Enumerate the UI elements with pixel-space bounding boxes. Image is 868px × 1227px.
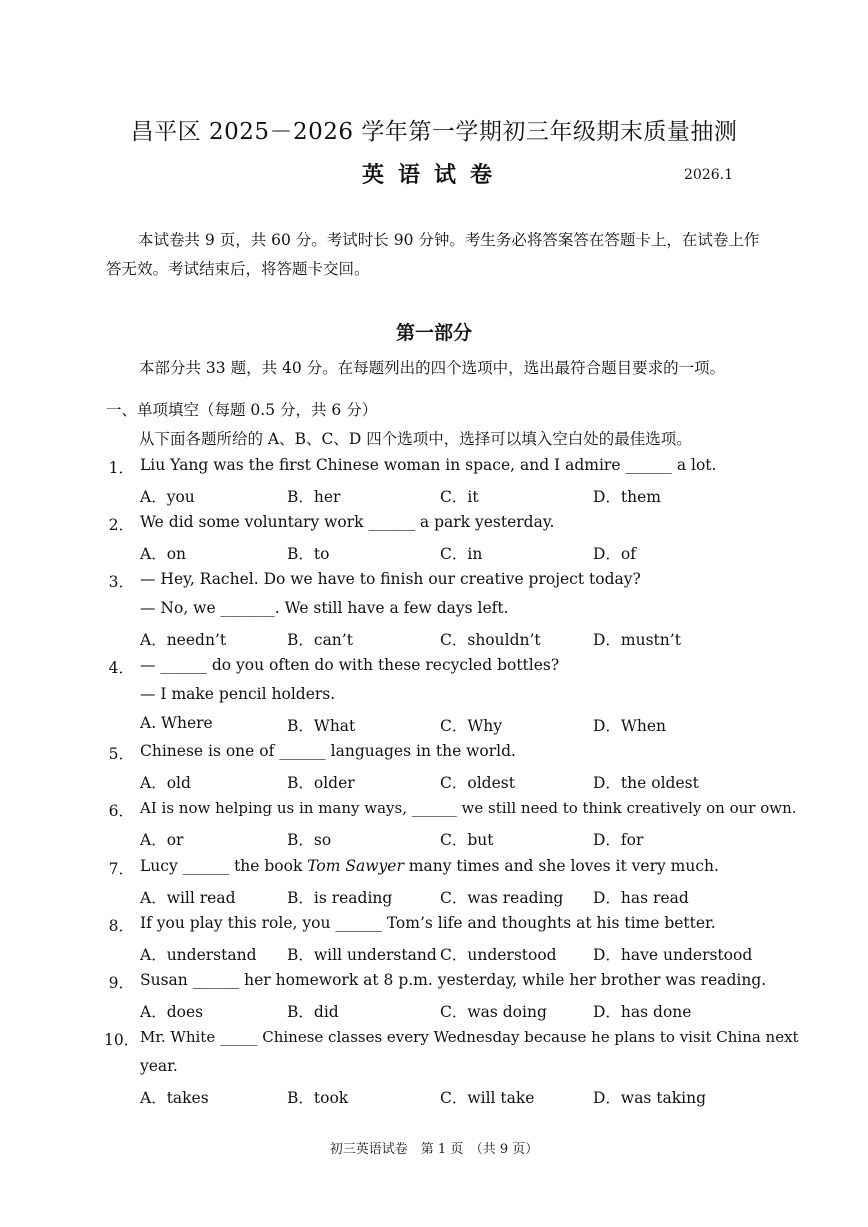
question-text: — I make pencil holders. [140,685,336,703]
exam-title: 昌平区 2025－2026 学年第一学期初三年级期末质量抽测 [130,119,738,145]
option-d: D．When [593,717,666,735]
question-text: Liu Yang was the first Chinese woman in space, and I admire ______ a lot. [140,456,717,474]
question-number: 5． [108,745,134,763]
option-d: D．has done [593,1003,692,1021]
book-title: Tom Sawyer [307,857,404,875]
question-number: 10． [104,1031,140,1049]
option-b: B．to [287,545,330,563]
question-text: Chinese is one of ______ languages in the world. [140,742,516,760]
option-a: A．does [140,1003,204,1021]
option-b: B．is reading [287,889,393,907]
option-b: B．her [287,488,341,506]
question-number: 7． [108,860,134,878]
option-c: C．it [440,488,479,506]
section-instruction: 从下面各题所给的 A、B、C、D 四个选项中，选择可以填入空白处的最佳选项。 [139,430,692,448]
option-d: D．of [593,545,636,563]
question-number: 3． [108,573,134,591]
question-number: 4． [108,659,134,677]
exam-date: 2026.1 [684,167,733,183]
option-a: A．will read [140,889,236,907]
question-number: 2． [108,516,134,534]
option-b: B．older [287,774,355,792]
part-description: 本部分共 33 题，共 40 分。在每题列出的四个选项中，选出最符合题目要求的一项。 [139,359,726,377]
exam-subtitle: 英语试卷 [361,162,506,188]
option-c: C．shouldn’t [440,631,541,649]
option-a: A．needn’t [140,631,227,649]
question-text [140,857,719,875]
question-text: AI is now helping us in many ways, ______ we still need to think creatively on our own. [140,799,797,817]
part-heading: 第一部分 [395,322,472,344]
option-a: A．takes [140,1089,209,1107]
exam-instructions: 本试卷共 9 页，共 60 分。考试时长 90 分钟。考生务必将答案答在答题卡上，在试卷上作答无效。考试结束后，将答题卡交回。 [106,231,760,278]
option-a: A. Where [140,714,213,732]
option-c: C．Why [440,717,503,735]
question-text-start: Lucy ______ the book [140,857,308,875]
option-b: B．What [287,717,356,735]
question-text: Susan ______ her homework at 8 p.m. yesterday, while her brother was reading. [140,971,767,989]
option-b: B．so [287,831,332,849]
option-d: D．mustn’t [593,631,681,649]
option-c: C．understood [440,946,557,964]
option-d: D．was taking [593,1089,707,1107]
option-b: B．took [287,1089,349,1107]
option-d: D．the oldest [593,774,699,792]
option-d: D．for [593,831,644,849]
question-text: We did some voluntary work ______ a park yesterday. [140,513,555,531]
question-number: 9． [108,974,134,992]
option-a: A．on [140,545,187,563]
option-c: C．oldest [440,774,515,792]
option-c: C．was reading [440,889,564,907]
option-a: A．you [140,488,195,506]
option-d: D．has read [593,889,689,907]
question-text: If you play this role, you ______ Tom’s life and thoughts at his time better. [140,914,716,932]
question-number: 6． [108,802,134,820]
question-text: Mr. White _____ Chinese classes every Wednesday because he plans to visit China next [140,1028,799,1046]
question-number: 1． [108,459,134,477]
question-number: 8． [108,917,134,935]
question-text: — No, we _______. We still have a few days left. [140,599,509,617]
option-c: C．but [440,831,494,849]
option-b: B．will understand [287,946,437,964]
option-a: A．understand [140,946,257,964]
option-b: B．did [287,1003,339,1021]
option-d: D．them [593,488,662,506]
option-d: D．have understood [593,946,753,964]
page-footer: 初三英语试卷 第 1 页 （共 9 页） [329,1142,539,1157]
question-text: — ______ do you often do with these recycled bottles? [140,656,560,674]
question-text-end: many times and she loves it very much. [403,857,719,875]
question-text: — Hey, Rachel. Do we have to finish our creative project today? [140,570,641,588]
question-text: year. [140,1057,178,1075]
option-a: A．old [140,774,191,792]
section-heading: 一、单项填空（每题 0.5 分，共 6 分） [106,401,378,419]
option-c: C．was doing [440,1003,547,1021]
option-c: C．in [440,545,483,563]
option-b: B．can’t [287,631,353,649]
option-a: A．or [140,831,184,849]
option-c: C．will take [440,1089,535,1107]
